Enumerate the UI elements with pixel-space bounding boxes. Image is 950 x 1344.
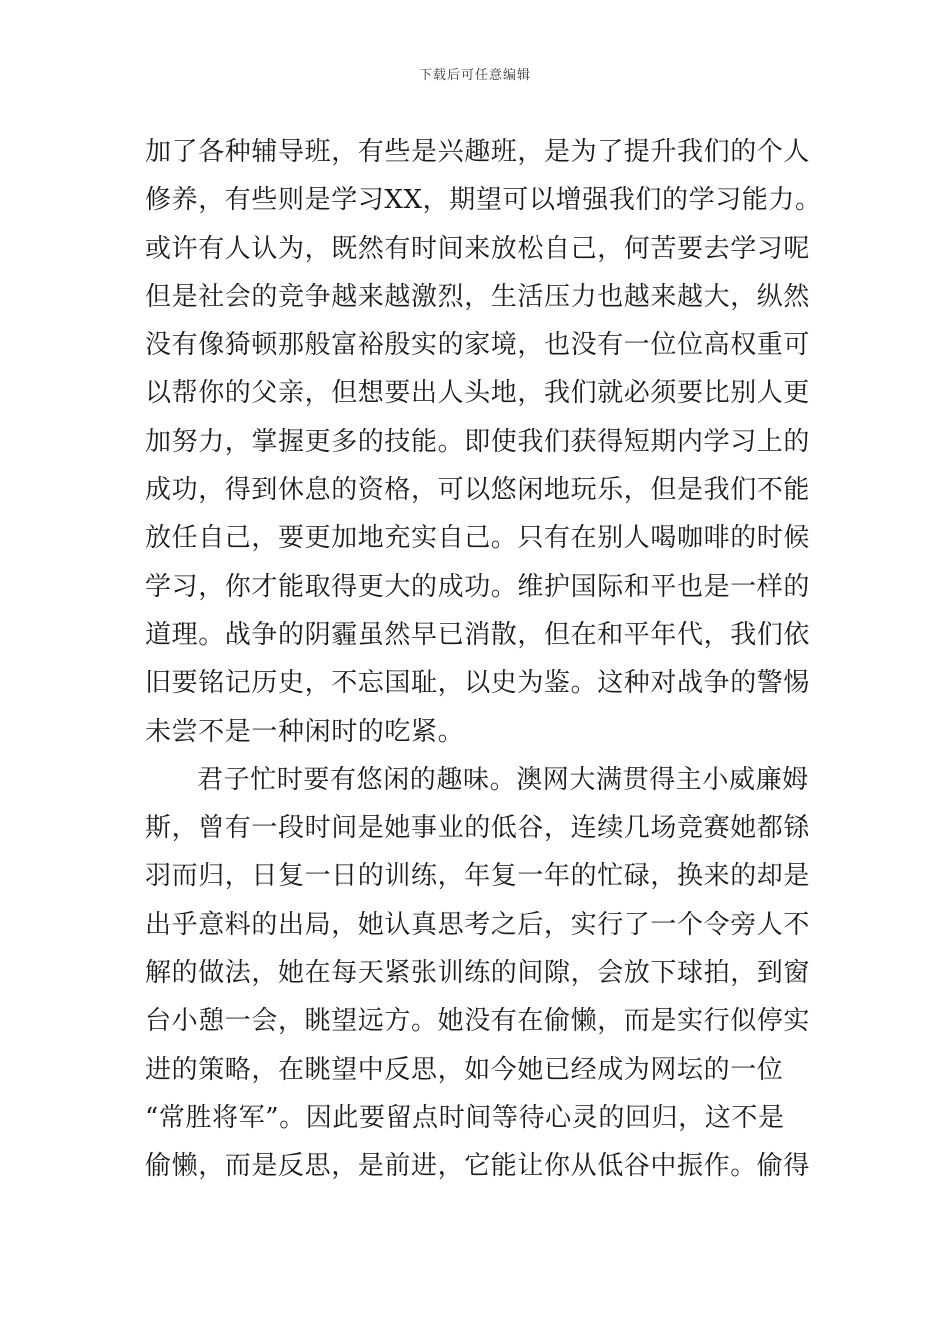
text-line: 学习，你才能取得更大的成功。维护国际和平也是一样的: [145, 571, 811, 602]
text-line: 台小憩一会，眺望远方。她没有在偷懒，而是实行似停实: [145, 1006, 811, 1037]
text-line: 加了各种辅导班，有些是兴趣班，是为了提升我们的个人: [145, 137, 811, 167]
text-line: 羽而归，日复一日的训练，年复一年的忙碌，换来的却是: [145, 861, 811, 892]
page-header: 下载后可任意编辑: [418, 68, 531, 83]
text-line: 斯，曾有一段时间是她事业的低谷，连续几场竞赛她都铩: [145, 813, 811, 844]
paragraph: [145, 128, 822, 756]
paragraph: [145, 756, 811, 1191]
text-line: 加努力，掌握更多的技能。即使我们获得短期内学习上的: [145, 426, 811, 457]
text-line: 以帮你的父亲，但想要出人头地，我们就必须要比别人更: [145, 378, 811, 409]
text-line: 没有像猗顿那般富裕殷实的家境，也没有一位位高权重可: [145, 330, 811, 361]
text-line: 修养，有些则是学习XX，期望可以增强我们的学习能力。: [145, 185, 822, 216]
text-line: 君子忙时要有悠闲的趣味。澳网大满贯得主小威廉姆: [197, 764, 809, 795]
text-line: 偷懒，而是反思，是前进，它能让你从低谷中振作。偷得: [145, 1151, 811, 1182]
text-line: 或许有人认为，既然有时间来放松自己，何苦要去学习呢: [145, 233, 811, 264]
text-line: 但是社会的竞争越来越激烈，生活压力也越来越大，纵然: [145, 281, 811, 312]
document-body: [145, 128, 822, 1191]
text-line: 放任自己，要更加地充实自己。只有在别人喝咖啡的时候: [145, 523, 811, 554]
text-line: 解的做法，她在每天紧张训练的间隙，会放下球拍，到窗: [145, 958, 811, 989]
text-line: 旧要铭记历史，不忘国耻，以史为鉴。这种对战争的警惕: [145, 668, 811, 699]
text-line: 进的策略，在眺望中反思，如今她已经成为网坛的一位: [145, 1054, 784, 1085]
text-line: “常胜将军”。因此要留点时间等待心灵的回归，这不是: [145, 1102, 785, 1133]
text-line: 出乎意料的出局，她认真思考之后，实行了一个令旁人不: [145, 909, 811, 940]
text-line: 未尝不是一种闲时的吃紧。: [145, 716, 465, 747]
text-line: 成功，得到休息的资格，可以悠闲地玩乐，但是我们不能: [145, 475, 811, 506]
text-line: 道理。战争的阴霾虽然早已消散，但在和平年代，我们依: [145, 619, 811, 650]
